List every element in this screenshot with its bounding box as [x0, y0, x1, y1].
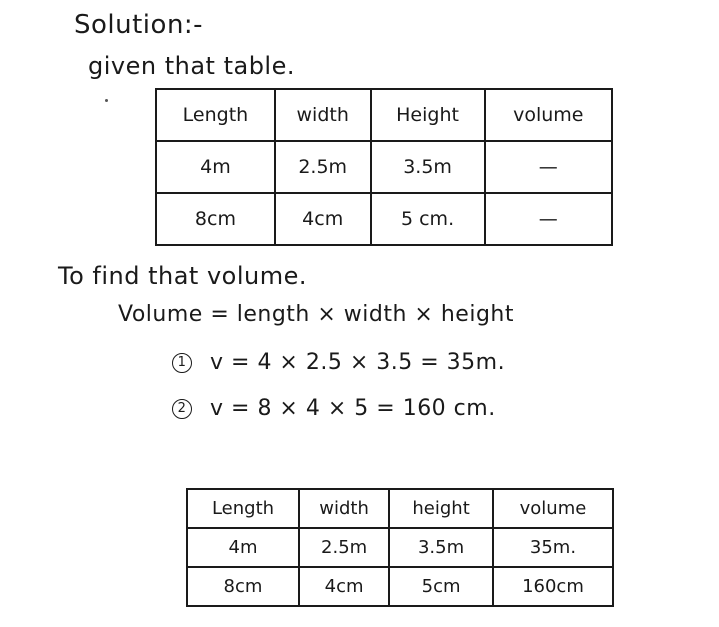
- header-height: height: [389, 489, 493, 528]
- table-row: [156, 141, 612, 193]
- cell-height: 5cm: [389, 567, 493, 606]
- cell-width: 4cm: [299, 567, 389, 606]
- cell-volume: —: [485, 193, 612, 245]
- stray-dot: [105, 99, 108, 102]
- cell-width: 4cm: [275, 193, 371, 245]
- cell-height: 5 cm.: [371, 193, 485, 245]
- calculation-expression: v = 8 × 4 × 5 = 160 cm.: [210, 396, 496, 421]
- cell-volume: —: [485, 141, 612, 193]
- solution-heading: Solution:-: [74, 10, 204, 40]
- calculation-expression: v = 4 × 2.5 × 3.5 = 35m.: [210, 350, 506, 375]
- header-volume: volume: [493, 489, 613, 528]
- cell-width: 2.5m: [275, 141, 371, 193]
- calculation-1: [172, 350, 505, 375]
- cell-length: 8cm: [187, 567, 299, 606]
- cell-width: 2.5m: [299, 528, 389, 567]
- cell-length: 4m: [187, 528, 299, 567]
- cell-length: 4m: [156, 141, 275, 193]
- header-width: width: [275, 89, 371, 141]
- header-height: Height: [371, 89, 485, 141]
- volume-formula: Volume = length × width × height: [118, 302, 514, 327]
- table-row: [187, 567, 613, 606]
- header-volume: volume: [485, 89, 612, 141]
- table-header-row: [156, 89, 612, 141]
- result-table: [186, 488, 614, 607]
- intro-text: given that table.: [88, 52, 295, 80]
- table-header-row: [187, 489, 613, 528]
- cell-volume: 35m.: [493, 528, 613, 567]
- circled-number: 2: [172, 399, 192, 419]
- table-row: [156, 193, 612, 245]
- cell-height: 3.5m: [389, 528, 493, 567]
- cell-length: 8cm: [156, 193, 275, 245]
- table-row: [187, 528, 613, 567]
- header-length: Length: [187, 489, 299, 528]
- header-width: width: [299, 489, 389, 528]
- calculation-2: [172, 396, 496, 421]
- cell-height: 3.5m: [371, 141, 485, 193]
- header-length: Length: [156, 89, 275, 141]
- cell-volume: 160cm: [493, 567, 613, 606]
- circled-number: 1: [172, 353, 192, 373]
- find-volume-text: To find that volume.: [58, 262, 307, 290]
- given-table: [155, 88, 613, 246]
